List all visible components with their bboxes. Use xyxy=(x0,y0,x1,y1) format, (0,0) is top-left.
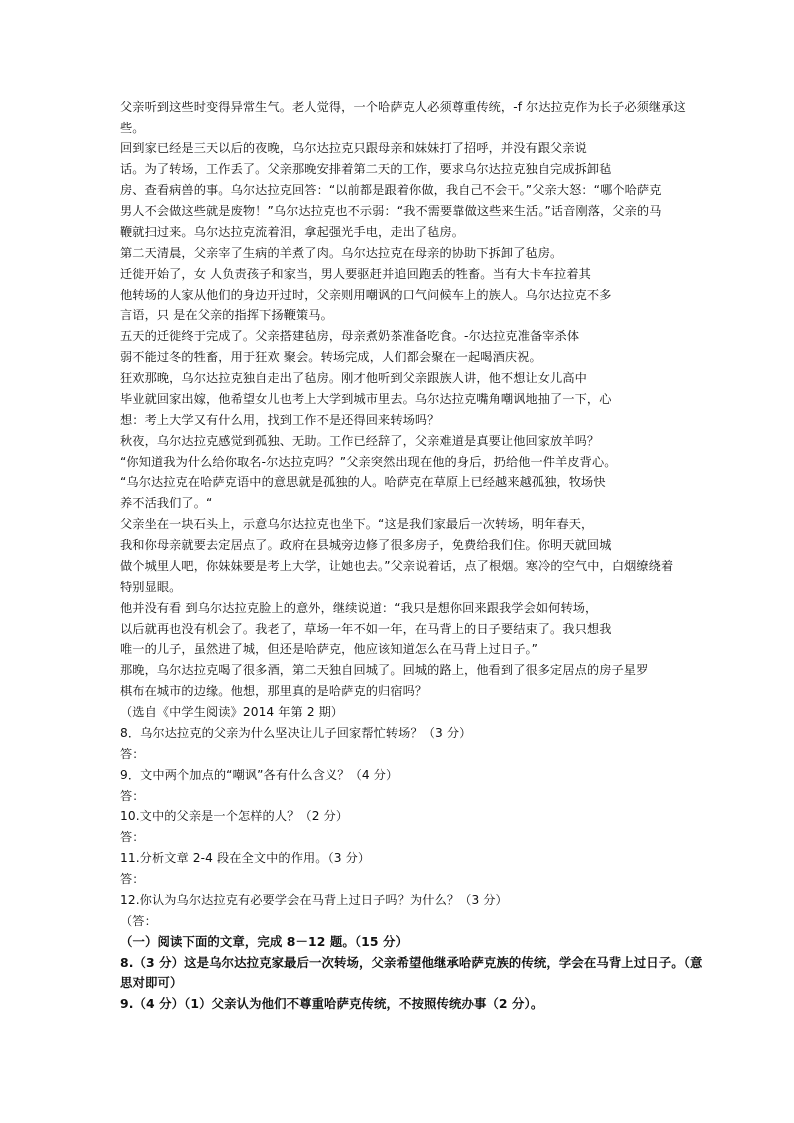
passage-line: 父亲听到这些时变得异常生气。老人觉得，一个哈萨克人必须尊重传统，-f 尔达拉克作为长子必须继承这 xyxy=(120,100,686,114)
answer-8-continued: 思对即可） xyxy=(120,975,183,990)
answer-9: 9.（4 分）（1）父亲认为他们不尊重哈萨克传统，不按照传统办事（2 分）。 xyxy=(120,996,544,1011)
question-9: 9．文中两个加点的“嘲讽”各有什么含义？（4 分） xyxy=(120,768,399,782)
passage-line: 以后就再也没有机会了。我老了，草场一年不如一年，在马背上的日子要结束了。我只想我 xyxy=(120,622,612,636)
question-8: 8．乌尔达拉克的父亲为什么坚决让儿子回家帮忙转场？（3 分） xyxy=(120,726,472,740)
question-10: 10.文中的父亲是一个怎样的人？（2 分） xyxy=(120,809,349,823)
passage-line: 唯一的儿子，虽然进了城，但还是哈萨克，他应该知道怎么在马背上过日子。” xyxy=(120,642,539,656)
answer-blank: 答： xyxy=(120,830,145,844)
passage-line: 五天的迁徙终于完成了。父亲搭建毡房，母亲煮奶茶准备吃食。-尔达拉克准备宰杀体 xyxy=(120,329,580,343)
passage-line: 养不活我们了。“ xyxy=(120,496,213,510)
passage-line: 弱不能过冬的牲畜，用于狂欢 聚会。转场完成，人们都会聚在一起喝酒庆祝。 xyxy=(120,350,542,364)
passage-line: 狂欢那晚，乌尔达拉克独自走出了毡房。刚才他听到父亲跟族人讲，他不想让女儿高中 xyxy=(120,371,587,385)
passage-line: 毕业就回家出嫁，他希望女儿也考上大学到城市里去。乌尔达拉克嘴角嘲讽地抽了一下，心 xyxy=(120,392,612,406)
answer-blank: （答： xyxy=(120,914,157,928)
passage-line: 第二天清晨，父亲宰了生病的羊煮了肉。乌尔达拉克在母亲的协助下拆卸了毡房。 xyxy=(120,246,563,260)
passage-line: 鞭就扫过来。乌尔达拉克流着泪，拿起强光手电，走出了毡房。 xyxy=(120,225,465,239)
passage-line: 些。 xyxy=(120,121,145,135)
answer-blank: 答： xyxy=(120,747,145,761)
answer-section-heading: （一）阅读下面的文章，完成 8－12 题。（15 分） xyxy=(120,934,408,949)
answer-8: 8.（3 分）这是乌尔达拉克家最后一次转场，父亲希望他继承哈萨克族的传统，学会在马背上过日子。（意 xyxy=(120,955,703,970)
passage-line: 房、查看病兽的事。乌尔达拉克回答：“以前都是跟着你做，我自己不会干。”父亲大怒：“哪个哈萨克 xyxy=(120,183,662,197)
passage-line: 我和你母亲就要去定居点了。政府在县城旁边修了很多房子，免费给我们住。你明天就回城 xyxy=(120,538,612,552)
passage-line: “乌尔达拉克在哈萨克语中的意思就是孤独的人。哈萨克在草原上已经越来越孤独，牧场快 xyxy=(120,475,606,489)
passage-line: “你知道我为什么给你取名-尔达拉克吗？”父亲突然出现在他的身后，扔给他一件羊皮背心。 xyxy=(120,455,617,469)
passage-line: 想：考上大学又有什么用，找到工作不是还得回来转场吗？ xyxy=(120,413,440,427)
passage-line: 那晚，乌尔达拉克喝了很多酒，第二天独自回城了。回城的路上，他看到了很多定居点的房子星罗 xyxy=(120,663,649,677)
passage-line: 男人不会做这些就是废物！”乌尔达拉克也不示弱：“我不需要靠做这些来生活。”话音刚落，父亲的马 xyxy=(120,204,662,218)
passage-line: 他转场的人家从他们的身边开过时，父亲则用嘲讽的口气问候车上的族人。乌尔达拉克不多 xyxy=(120,288,612,302)
answer-blank: 答： xyxy=(120,872,145,886)
source-citation: （选自《中学生阅读》2014 年第 2 期） xyxy=(120,705,344,719)
question-12: 12.你认为乌尔达拉克有必要学会在马背上过日子吗？为什么？（3 分） xyxy=(120,893,508,907)
passage-line: 话。为了转场，工作丢了。父亲那晚安排着第二天的工作，要求乌尔达拉克独自完成拆卸毡 xyxy=(120,162,612,176)
passage-line: 回到家已经是三天以后的夜晚，乌尔达拉克只跟母亲和妹妹打了招呼，并没有跟父亲说 xyxy=(120,141,587,155)
question-11: 11.分析文章 2-4 段在全文中的作用。（3 分） xyxy=(120,851,371,865)
passage-line: 特别显眼。 xyxy=(120,580,182,594)
passage-line: 父亲坐在一块石头上，示意乌尔达拉克也坐下。“这是我们家最后一次转场，明年春天， xyxy=(120,517,594,531)
answer-blank: 答： xyxy=(120,789,145,803)
passage-line: 做个城里人吧，你妹妹要是考上大学，让她也去。”父亲说着话，点了根烟。寒冷的空气中，白烟缭绕着 xyxy=(120,559,674,573)
passage-line: 棋布在城市的边缘。他想，那里真的是哈萨克的归宿吗？ xyxy=(120,684,428,698)
passage-line: 言语，只 是在父亲的指挥下扬鞭策马。 xyxy=(120,308,333,322)
passage-line: 秋夜，乌尔达拉克感觉到孤独、无助。工作已经辞了，父亲难道是真要让他回家放羊吗？ xyxy=(120,434,600,448)
passage-line: 迁徙开始了，女 人负责孩子和家当，男人要驱赶并追回跑丢的牲畜。当有大卡车拉着其 xyxy=(120,267,591,281)
passage-line: 他并没有看 到乌尔达拉克脸上的意外，继续说道：“我只是想你回来跟我学会如何转场， xyxy=(120,601,598,615)
